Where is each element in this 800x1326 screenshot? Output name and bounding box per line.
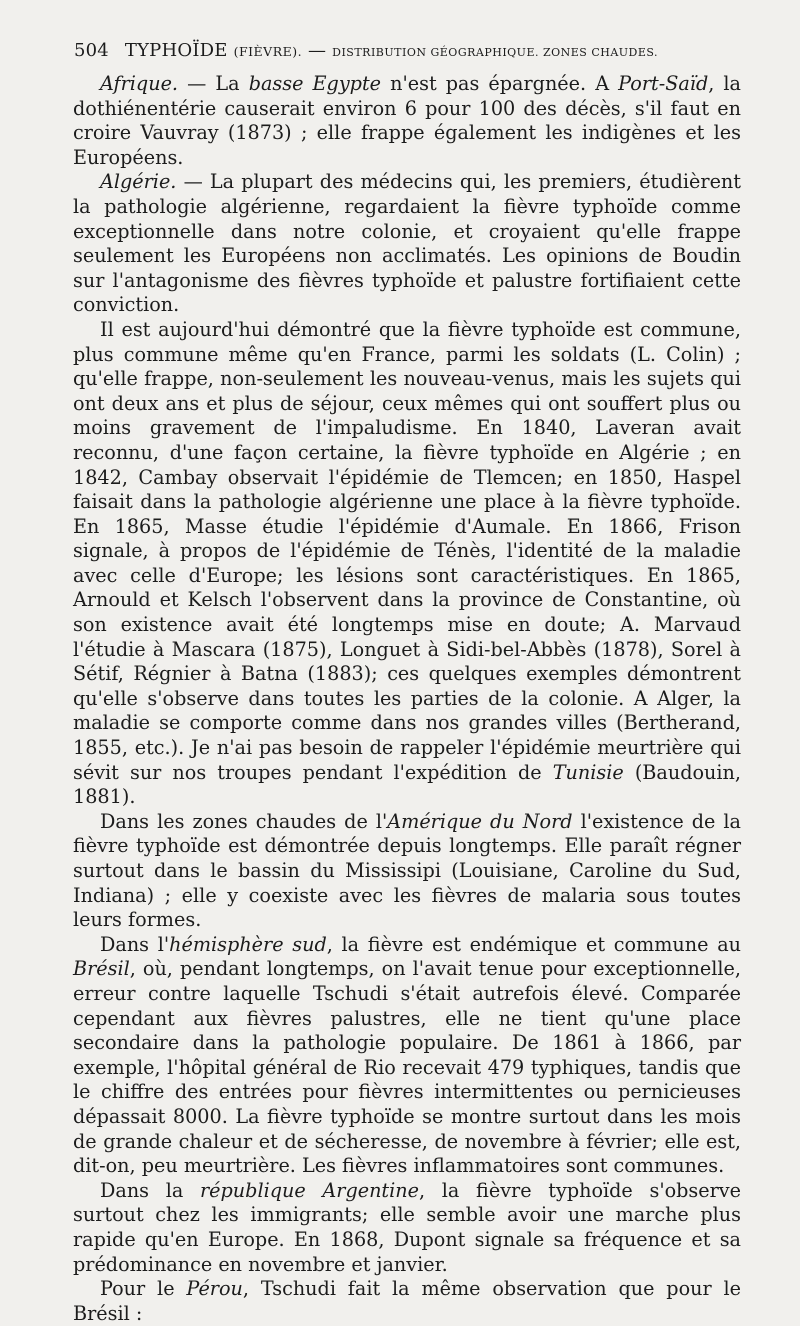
italic-text: Port-Saïd [618, 72, 709, 95]
paragraph [73, 318, 741, 810]
body-text [73, 72, 741, 1326]
text-run: Il est aujourd'hui démontré que la fièvre typhoïde est commune, plus commune même qu'en France, parmi les soldats (L. Colin) ; qu'elle frappe, non-seulement les nouveau-venus, mais les sujets qui ont deux ans et plus de séjour, ceux mêmes qui ont souffert plus ou moins gravement de l'impaludisme. En 1840, Laveran avait reconnu, d'une façon certaine, la fièvre typhoïde en Algérie ; en 1842, Cambay observait l'épidémie de Tlemcen; en 1850, Haspel faisait dans la pathologie algérienne une place à la fièvre typhoïde. En 1865, Masse étudie l'épidémie d'Aumale. En 1866, Frison signale, à propos de l'épidémie de Ténès, l'identité de la maladie avec celle d'Europe; les lésions sont caractéristiques. En 1865, Arnould et Kelsch l'observent dans la province de Constantine, où son existence avait été longtemps mise en doute; A. Marvaud l'étudie à Mascara (1875), Longuet à Sidi-bel-Abbès (1878), Sorel à Sétif, Régnier à Batna (1883); ces quelques exemples démontrent qu'elle s'observe dans toutes les parties de la colonie. A Alger, la maladie se comporte comme dans nos grandes villes (Bertherand, 1855, etc.). Je n'ai pas besoin de rappeler l'épidémie meurtrière qui sévit sur nos troupes pendant l'expédition de [73, 317, 741, 784]
running-header [74, 40, 740, 61]
italic-text: Algérie. [100, 170, 177, 194]
text-run: Dans l' [100, 932, 170, 956]
text-run: — La [178, 72, 249, 95]
text-run: , où, pendant longtemps, on l'avait tenue pour exceptionnelle, erreur contre laquelle Tschudi s'était autrefois élevé. Comparée cependant aux fièvres palustres, elle ne tient qu'une place secondaire dans la pathologie populaire. De 1861 à 1866, par exemple, l'hôpital général de Rio recevait 479 typhiques, tandis que le chiffre des entrées pour fièvres intermittentes ou pernicieuses dépassait 8000. La fièvre typhoïde se montre surtout dans les mois de grande chaleur et de sécheresse, de novembre à février; elle est, dit-on, peu meurtrière. Les fièvres inflammatoires sont communes. [73, 957, 741, 1178]
paragraph [73, 72, 741, 170]
text-run: Dans les zones chaudes de l' [100, 809, 388, 833]
paragraph [73, 810, 741, 933]
text-run: l'existence de la fièvre typhoïde est démontrée depuis longtemps. Elle paraît régner surtout dans le bassin du Mississipi (Louisiane, Caroline du Sud, Indiana) ; elle y coexiste avec les fièvres de malaria sous toutes leurs formes. [73, 809, 741, 932]
header-dash: — [308, 40, 327, 61]
text-run: — La plupart des médecins qui, les premiers, étudièrent la pathologie algérienne, regardaient la fièvre typhoïde comme exceptionnelle dans notre colonie, et croyaient qu'elle frappe seulement les Européens non acclimatés. Les opinions de Boudin sur l'antagonisme des fièvres typhoïde et palustre fortifiaient cette conviction. [73, 170, 741, 317]
paragraph [73, 1277, 741, 1326]
text-run: (Baudouin, 1881). [73, 760, 741, 809]
paragraph [73, 933, 741, 1179]
italic-text: république Argentine [200, 1178, 419, 1202]
header-section: DISTRIBUTION GÉOGRAPHIQUE. ZONES CHAUDES. [332, 46, 659, 59]
italic-text: Afrique. [100, 72, 179, 95]
text-run: , la fièvre typhoïde s'observe surtout chez les immigrants; elle semble avoir une marche plus rapide qu'en Europe. En 1868, Dupont signale sa fréquence et sa prédominance en novembre et janvier. [73, 1178, 741, 1276]
page-number: 504 [74, 40, 109, 61]
text-run: , Tschudi fait la même observation que pour le Brésil : [73, 1277, 741, 1325]
italic-text: Amérique du Nord [387, 809, 573, 833]
paragraph [73, 1179, 741, 1277]
text-run: , la dothiénentérie causerait environ 6 pour 100 des décès, s'il faut en croire Vauvray (1873) ; elle frappe également les indigènes et les Européens. [73, 72, 742, 169]
italic-text: Brésil [73, 957, 130, 981]
text-run: Pour le [100, 1277, 187, 1301]
text-run: n'est pas épargnée. A [381, 72, 619, 95]
italic-text: basse Egypte [248, 72, 382, 95]
header-title: TYPHOÏDE [124, 40, 228, 61]
italic-text: Pérou [186, 1277, 243, 1301]
italic-text: hémisphère sud [169, 932, 327, 956]
paragraph [73, 170, 741, 318]
header-subtitle: (FIÈVRE). [233, 44, 303, 59]
text-run: Dans la [100, 1178, 200, 1202]
text-run: , la fièvre est endémique et commune au [326, 932, 741, 956]
italic-text: Tunisie [552, 760, 624, 784]
